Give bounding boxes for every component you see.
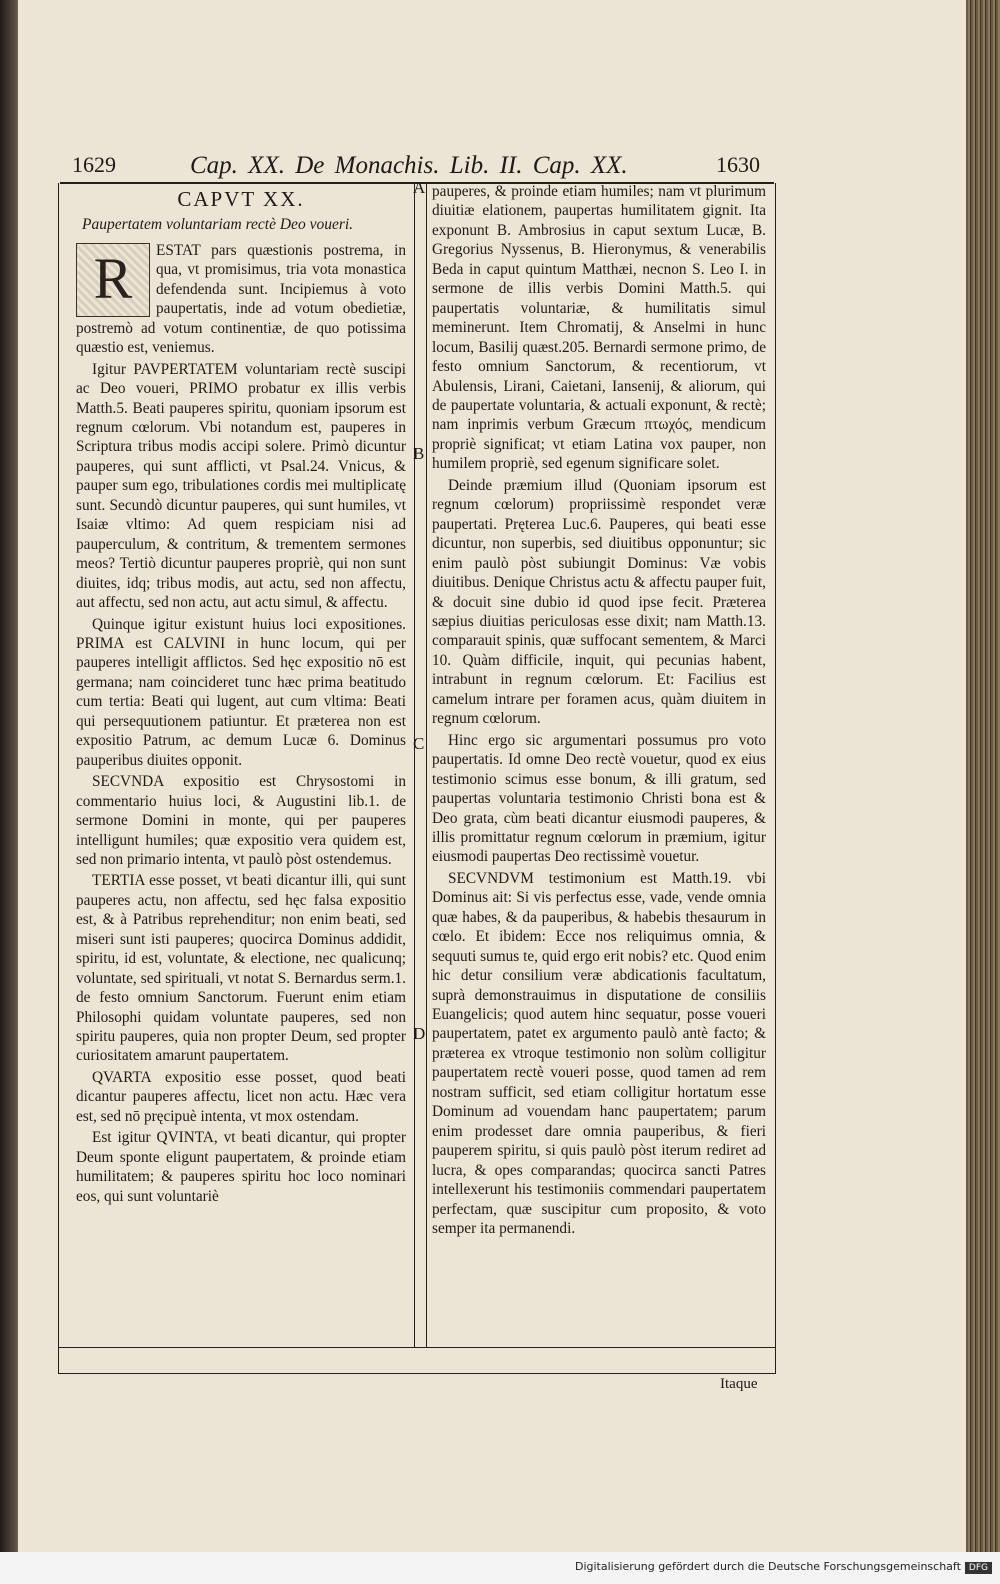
chapter-title: CAPVT XX. (177, 187, 305, 211)
column-divider-inner (426, 183, 427, 1348)
decorated-initial: R (76, 243, 150, 317)
page-number-right: 1630 (716, 152, 760, 177)
paragraph: Est igitur QVINTA, vt beati dicantur, qui propter Deum sponte eligunt paupertatem, & proinde etiam humilitatem; & pauperes spiritu hoc loco nominari eos, qui sunt voluntariè (76, 1129, 406, 1205)
right-column (432, 182, 766, 1240)
margin-marker-b: B (413, 444, 425, 463)
paragraph: SECVNDVM testimonium est Matth.19. vbi Dominus ait: Si vis perfectus esse, vade, vende omnia quæ habes, & da pauperibus, & habebis thesaurum in cœlo. Et ibidem: Ecce nos reliquimus omnia, & sequuti sumus te, quid ergo erit nobis? etc. Quod enim hic detur consilium veræ abdicationis facultatum, suprà demonstrauimus in disputatione de consiliis Euangelicis; quod autem hinc sequatur, posse voueri paupertatem, patet ex argumento paulò antè facto; & præterea ex vtroque testimonio non solùm colligitur paupertatem rectè voueri posse, quod tamen ad rem nostram sufficit, sed etiam colligitur hortatum esse Dominum ad vouendam hanc paupertatem; parum enim prodesset dare omnia pauperibus, & fieri pauperem spiritu, si quis paulò pòst iterum rediret ad lucra, & opes comparandas; quocirca sancti Patres intellexerunt his testimoniis commendari paupertatem perfectam, quæ suscipitur cum proposito, & voto semper ita permanendi. (432, 869, 766, 1238)
paragraph: Deinde præmium illud (Quoniam ipsorum est regnum cœlorum) propriissimè respondet veræ paupertati. Pręterea Luc.6. Pauperes, qui beati esse dicuntur, non superbis, sed diuitibus opponuntur; sic enim paulò pòst subiungit Dominus: Væ vobis diuitibus. Denique Christus actu & affectu pauper fuit, & docuit sine dubio id quod ipse fecit. Præterea sæpius diuitias periculosas esse dixit; nam Matth.13. comparauit spinis, quæ suffocant sementem, & Marci 10. Quàm difficile, inquit, qui pecunias habent, intrabunt in regnum cœlorum. Et: Facilius est camelum intrare per foramen acus, quàm diuitem in regnum cœlorum. (432, 476, 766, 728)
page-number-left: 1629 (72, 152, 116, 177)
dfg-logo: DFG (965, 1562, 992, 1574)
footer-credit-text: Digitalisierung gefördert durch die Deutsche Forschungsgemeinschaft (574, 1560, 961, 1573)
page-fore-edge (966, 0, 1000, 1552)
paragraph: pauperes, & proinde etiam humiles; nam vt plurimum diuitiæ elationem, paupertas humilitatem gignit. Ita exponunt B. Ambrosius in caput sextum Lucæ, B. Gregorius Nyssenus, B. Hieronymus, & venerabilis Beda in caput quintum Matthæi, necnon S. Leo I. in sermone de illis verbis Domini Matth.5. qui paupertatis voluntariæ, & humilitatis simul meminerunt. Item Chromatij, & Anselmi in hunc locum, Basilij quæst.205. Bernardi sermone primo, de festo omnium Sanctorum, & recentiorum, vt Abulensis, Lirani, Caietani, Iansenij, & aliorum, qui de paupertate voluntaria, & actuali exponunt, & rectè; nam inprimis verbum Græcum πτωχός, mendicum propriè significat; vt etiam Latina vox pauper, non humilem propriè, sed egenum significare solet. (432, 183, 766, 473)
left-column (76, 188, 406, 1208)
margin-marker-c: C (413, 734, 425, 753)
paragraph: TERTIA esse posset, vt beati dicantur illi, qui sunt pauperes actu, non affectu, sed hęc falsa expositio est, & à Patribus reprehenditur; non enim beati, sed miseri sunt isti pauperes; quocirca Dominus addidit, spiritu, id est, voluntate, & electione, nec qualicunq; voluntate, sed spirituali, vt notat S. Bernardus serm.1. de festo omnium Sanctorum. Fuerunt enim etiam Philosophi quidam voluntate pauperes, sed non spiritu pauperes, quia non propter Deum, sed propter curiositatem amarunt paupertatem. (76, 872, 406, 1065)
paragraph: Quinque igitur existunt huius loci expositiones. PRIMA est CALVINI in hunc locum, qui per pauperes intelligit afflictos. Sed hęc expositio nō est germana; nam coincideret tunc hæc prima beatitudo cum tertia: Beati qui lugent, aut cum vltima: Beati qui persequutionem patiuntur. Et præterea non est expositio Patrum, ac demum Lucæ 6. Dominus pauperibus diuites opponit. (76, 615, 406, 769)
paragraph: QVARTA expositio esse posset, quod beati dicantur pauperes affectu, licet non actu. Hæc vera est, sed nō pręcipuè intenta, vt mox ostendam. (76, 1068, 406, 1125)
footer-credit (575, 1560, 992, 1574)
column-divider (414, 183, 415, 1348)
chapter-subtitle: Paupertatem voluntariam rectè Deo voueri. (82, 216, 354, 234)
catchword: Itaque (720, 1376, 758, 1392)
paragraph: SECVNDA expositio est Chrysostomi in commentario huius loci, & Augustini lib.1. de sermone Domini in monte, qui per pauperes intelligunt humiles; quæ expositio vera quidem est, sed non primario intenta, vt paulò pòst ostendemus. (76, 773, 406, 868)
margin-marker-d: D (413, 1024, 426, 1043)
paragraph: Hinc ergo sic argumentari possumus pro voto paupertatis. Id omne Deo rectè vouetur, quod ex eius testimonio scimus esse bonum, & illi gratum, sed paupertas voluntaria testimonio Christi bona est & Deo grata, cùm beati dicantur eiusmodi pauperes, & illis promittatur regnum cœlorum in præmium, igitur eiusmodi paupertas Deo rectissimè vouetur. (432, 731, 766, 866)
running-title: Cap. XX. De Monachis. Lib. II. Cap. XX. (190, 152, 628, 179)
paragraph: Igitur PAVPERTATEM voluntariam rectè suscipi ac Deo voueri, PRIMO probatur ex illis verbis Matth.5. Beati pauperes spiritu, quoniam ipsorum est regnum cœlorum. Vbi notandum est, pauperes in Scriptura tribus modis accipi solere. Primò dicuntur pauperes, qui sunt afflicti, vt Psal.24. Vnicus, & pauper sum ego, tribulationes cordis mei multiplicatę sunt. Secundò dicuntur pauperes, qui sunt humiles, vt Isaiæ vltimo: Ad quem respiciam nisi ad pauperculum, & contritum, & trementem sermones meos? Tertiò dicuntur pauperes propriè, qui non sunt diuites, idq; tribus modis, aut actu, sed non affectu, aut affectu, sed non actu, aut actu simul, & affectu. (76, 360, 406, 612)
column-bottom-rule (58, 1347, 776, 1348)
margin-marker-a: A (413, 178, 426, 197)
paragraph: ESTAT pars quæstionis postrema, in qua, vt promisimus, tria vota monastica defendenda sunt. Incipiemus à voto paupertatis, inde ad votum obedietiæ, postremò ad votum continentiæ, de quo potissima quæstio est, veniemus. (76, 241, 406, 357)
